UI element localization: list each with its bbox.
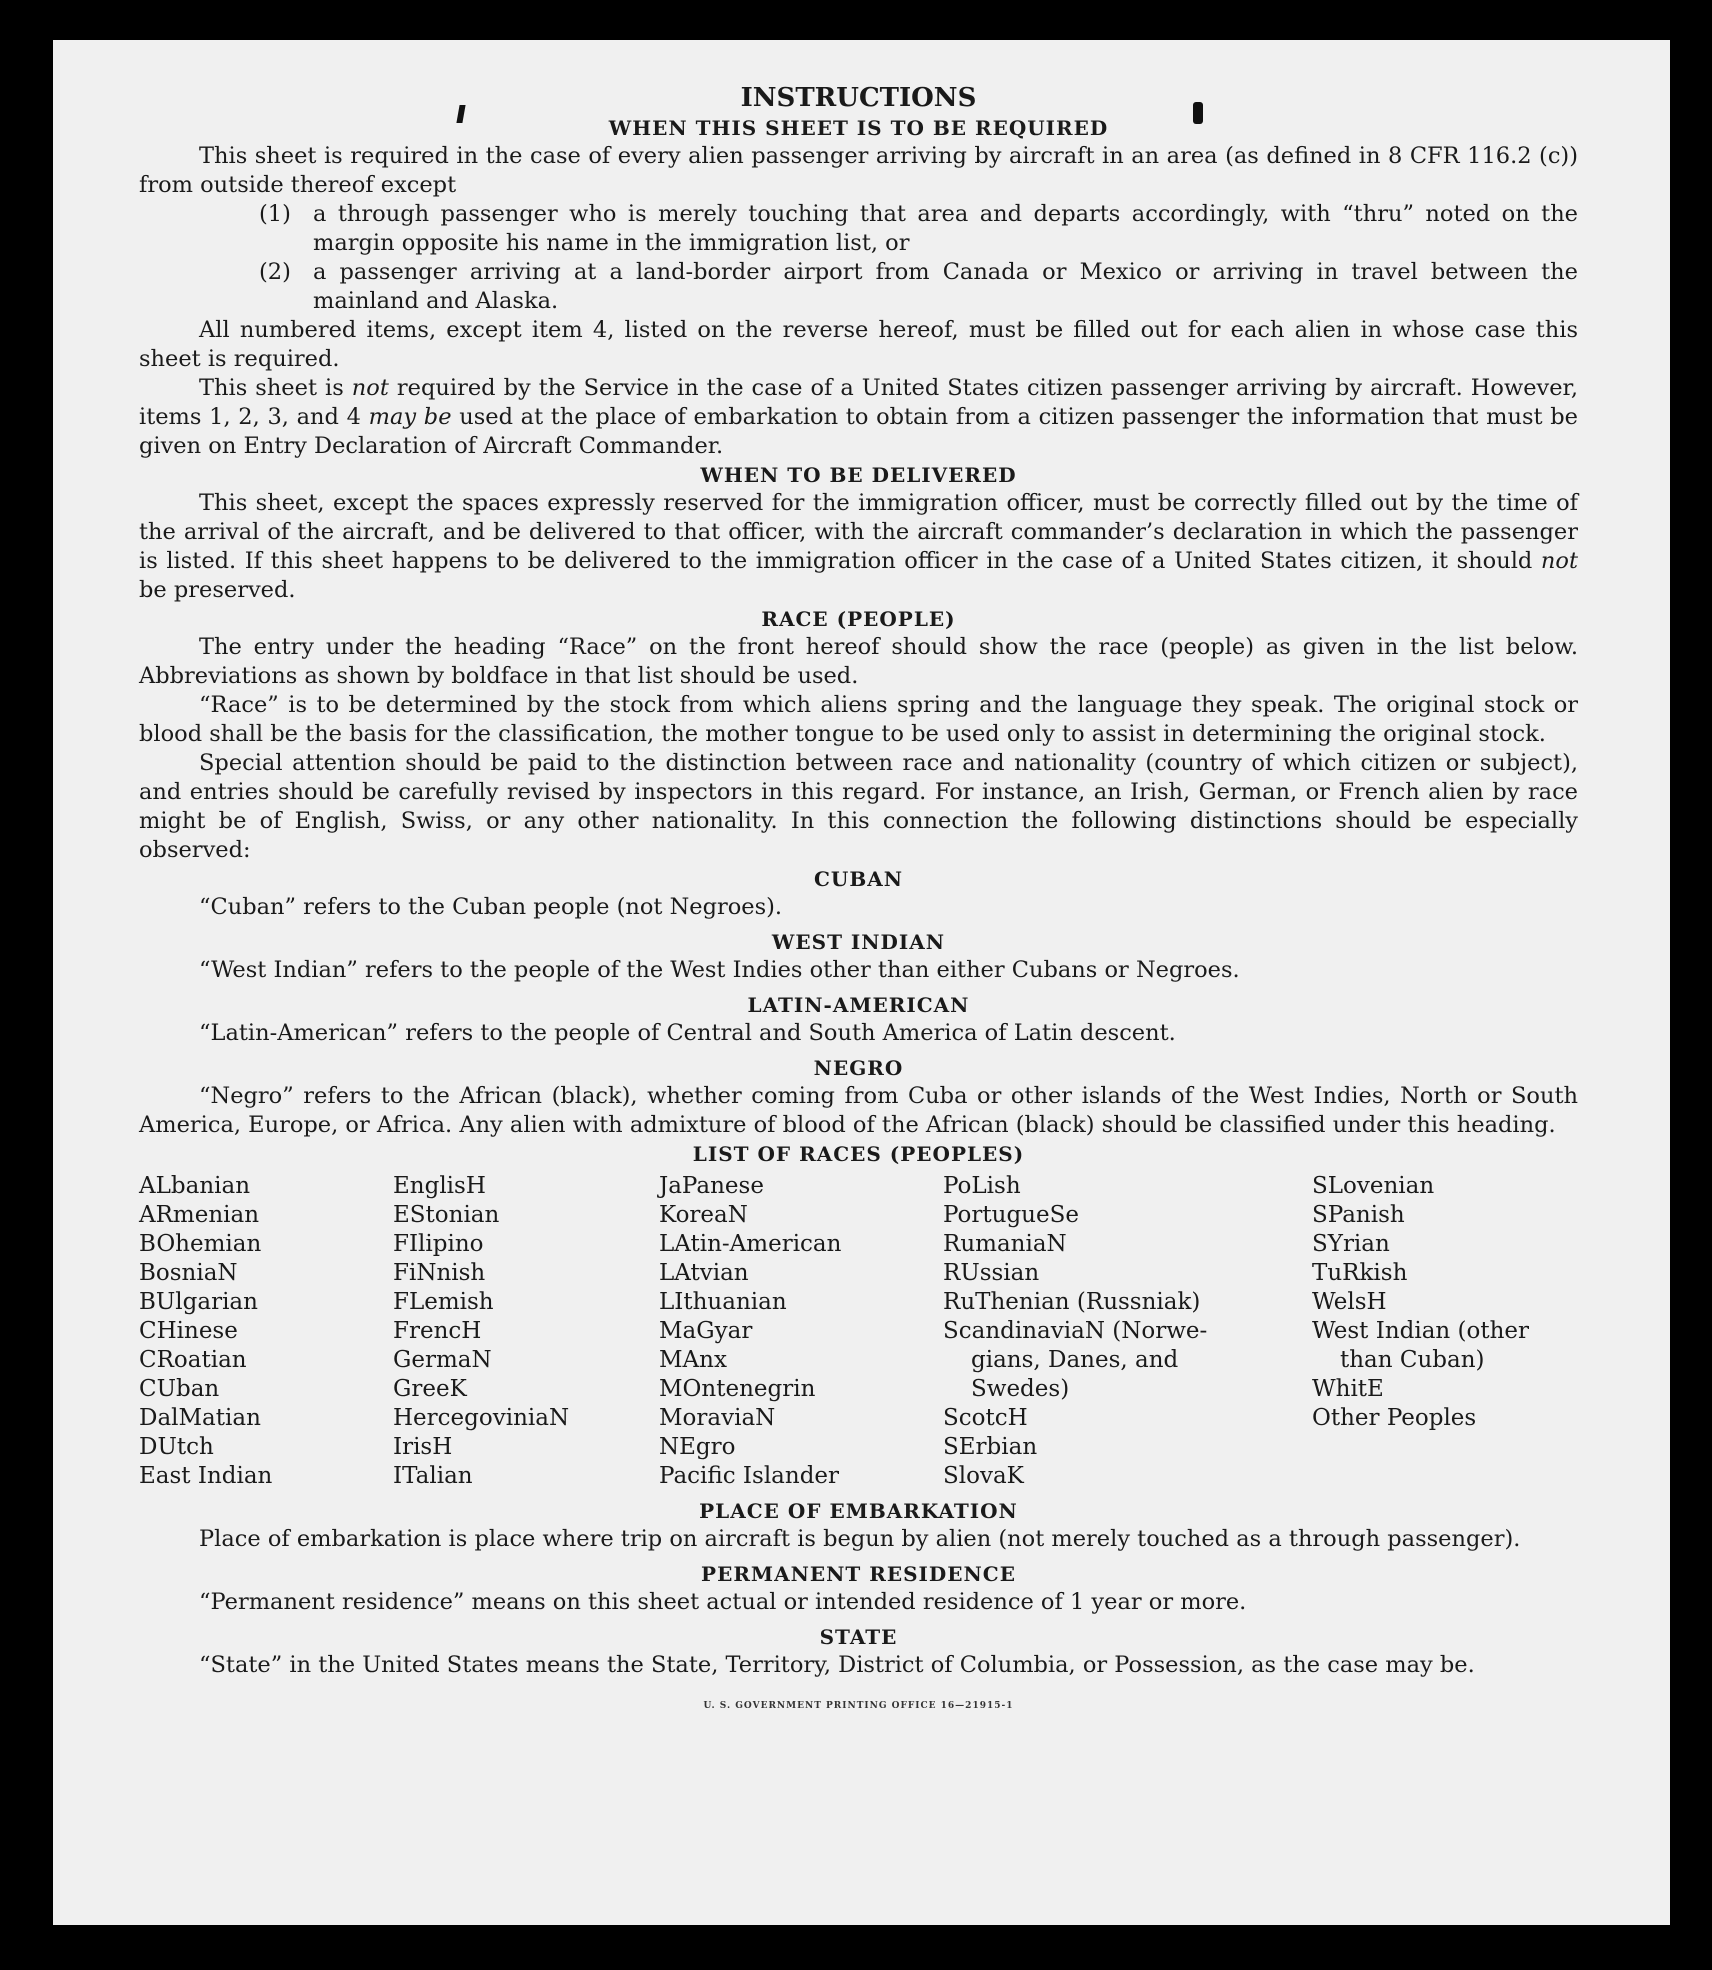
document-sheet <box>53 40 1670 1925</box>
race-list-item: SlovaK <box>943 1463 1024 1489</box>
heading-latin-american: LATIN-AMERICAN <box>747 993 970 1017</box>
exception-item-2 <box>139 258 1578 316</box>
race-list-item: WelsH <box>1312 1289 1387 1315</box>
race-list-item: MaGyar <box>659 1318 753 1344</box>
race-list-item: SLovenian <box>1312 1173 1435 1199</box>
race-list-item: RumaniaN <box>943 1231 1067 1257</box>
race-list-item: East Indian <box>139 1463 273 1489</box>
race-list-item: Swedes) <box>971 1376 1070 1402</box>
race-list-item: NEgro <box>659 1434 736 1460</box>
race-list-item: gians, Danes, and <box>971 1347 1179 1373</box>
text-run: required by the Service in the case of a United States citizen passenger arriving by aircraft. However, items 1, 2, 3, and 4 <box>139 375 1578 430</box>
citizen-paragraph <box>139 374 1578 461</box>
race-list-item: FrencH <box>393 1318 482 1344</box>
cuban-definition: “Cuban” refers to the Cuban people (not Negroes). <box>199 894 783 920</box>
race-list-item: EStonian <box>393 1202 500 1228</box>
printing-office-imprint: U. S. GOVERNMENT PRINTING OFFICE 16—21915-1 <box>703 1701 1014 1711</box>
race-list-item: MOntenegrin <box>659 1376 816 1402</box>
race-paragraph-1: The entry under the heading “Race” on the front hereof should show the race (people) as given in the list below. Abbreviations as shown by boldface in that list should be used. <box>139 634 1578 689</box>
race-list-item: West Indian (other <box>1312 1318 1530 1344</box>
race-column-2 <box>393 1172 659 1491</box>
item-text: a passenger arriving at a land-border airport from Canada or Mexico or arriving in travel between the mainland and Alaska. <box>313 259 1578 314</box>
race-list-item: FLemish <box>393 1289 494 1315</box>
race-list-item: JaPanese <box>659 1173 764 1199</box>
delivered-paragraph <box>139 489 1578 605</box>
race-list-item: GreeK <box>393 1376 467 1402</box>
text-run: This sheet is <box>199 375 352 401</box>
item-number: (2) <box>259 259 291 285</box>
heading-race: RACE (PEOPLE) <box>761 607 956 631</box>
race-list-item: ScandinaviaN (Norwe- <box>943 1318 1208 1344</box>
race-list-item: ITalian <box>393 1463 473 1489</box>
race-list-item: MAnx <box>659 1347 727 1373</box>
race-list-item: PortugueSe <box>943 1202 1079 1228</box>
race-list-item: HercegoviniaN <box>393 1405 570 1431</box>
heading-state: STATE <box>819 1625 898 1649</box>
heading-cuban: CUBAN <box>813 867 904 891</box>
text-run: be preserved. <box>139 577 296 603</box>
item-number: (1) <box>259 201 291 227</box>
race-paragraph-2: “Race” is to be determined by the stock from which aliens spring and the language they speak. The original stock or blood shall be the basis for the classification, the mother tongue to be used only to assist in determining the original stock. <box>139 692 1578 747</box>
heading-permanent-residence: PERMANENT RESIDENCE <box>701 1562 1016 1586</box>
race-list-item: IrisH <box>393 1434 453 1460</box>
text-run: used at the place of embarkation to obtain from a citizen passenger the information that must be given on Entry Declaration of Aircraft Commander. <box>139 404 1578 459</box>
race-paragraph-3: Special attention should be paid to the distinction between race and nationality (country of which citizen or subject), and entries should be carefully revised by inspectors in this regard. For instance, an Irish, German, or French alien by race might be of English, Swiss, or any other nationality. In this connection the following distinctions should be especially observed: <box>139 750 1578 863</box>
item-text: a through passenger who is merely touching that area and departs accordingly, with “thru” noted on the margin opposite his name in the immigration list, or <box>313 201 1578 256</box>
race-list-item: LAtin-American <box>659 1231 842 1257</box>
race-list-item: BOhemian <box>139 1231 262 1257</box>
race-list-item: FIlipino <box>393 1231 484 1257</box>
exception-item-1 <box>139 200 1578 258</box>
heading-west-indian: WEST INDIAN <box>771 930 946 954</box>
heading-when-required: WHEN THIS SHEET IS TO BE REQUIRED <box>608 116 1109 140</box>
text-run: not <box>351 375 389 401</box>
document-content <box>139 82 1578 1721</box>
heading-list-of-races: LIST OF RACES (PEOPLES) <box>692 1142 1025 1166</box>
race-list <box>139 1172 1578 1491</box>
west-indian-definition: “West Indian” refers to the people of the West Indies other than either Cubans or Negroes. <box>199 957 1240 983</box>
text-run: may be <box>368 404 452 430</box>
race-list-item: RuThenian (Russniak) <box>943 1289 1201 1315</box>
race-list-item: SPanish <box>1312 1202 1405 1228</box>
race-list-item: DUtch <box>139 1434 214 1460</box>
race-list-item: LIthuanian <box>659 1289 787 1315</box>
race-list-item: CUban <box>139 1376 220 1402</box>
state-definition: “State” in the United States means the State, Territory, District of Columbia, or Possession, as the case may be. <box>199 1652 1475 1678</box>
heading-when-delivered: WHEN TO BE DELIVERED <box>700 463 1017 487</box>
race-list-item: KoreaN <box>659 1202 748 1228</box>
race-list-item: TuRkish <box>1312 1260 1408 1286</box>
heading-negro: NEGRO <box>813 1056 904 1080</box>
page-title: INSTRUCTIONS <box>740 83 977 113</box>
race-list-item: than Cuban) <box>1340 1347 1485 1373</box>
race-list-item: LAtvian <box>659 1260 749 1286</box>
race-list-item: SErbian <box>943 1434 1038 1460</box>
race-list-item: BUlgarian <box>139 1289 258 1315</box>
race-list-item: WhitE <box>1312 1376 1384 1402</box>
race-list-item: ScotcH <box>943 1405 1028 1431</box>
numbered-items-paragraph: All numbered items, except item 4, listed on the reverse hereof, must be filled out for each alien in whose case this sheet is required. <box>139 317 1578 372</box>
race-list-item: MoraviaN <box>659 1405 776 1431</box>
required-intro: This sheet is required in the case of every alien passenger arriving by aircraft in an area (as defined in 8 CFR 116.2 (c)) from outside thereof except <box>139 143 1578 198</box>
latin-american-definition: “Latin-American” refers to the people of Central and South America of Latin descent. <box>199 1020 1176 1046</box>
race-list-item: ARmenian <box>139 1202 260 1228</box>
race-column-5 <box>1312 1172 1578 1491</box>
negro-definition: “Negro” refers to the African (black), whether coming from Cuba or other islands of the West Indies, North or South America, Europe, or Africa. Any alien with admixture of blood of the African (black) should be classified under this heading. <box>139 1083 1578 1138</box>
race-list-item: EnglisH <box>393 1173 486 1199</box>
race-list-item: Other Peoples <box>1312 1405 1477 1431</box>
race-list-item: DalMatian <box>139 1405 261 1431</box>
race-list-item: GermaN <box>393 1347 492 1373</box>
race-list-item: CRoatian <box>139 1347 247 1373</box>
heading-place-of-embarkation: PLACE OF EMBARKATION <box>699 1499 1018 1523</box>
race-list-item: BosniaN <box>139 1260 238 1286</box>
race-column-1 <box>139 1172 393 1491</box>
text-run: not <box>1540 548 1578 574</box>
race-list-item: ALbanian <box>139 1173 251 1199</box>
race-list-item: PoLish <box>943 1173 1021 1199</box>
residence-definition: “Permanent residence” means on this sheet actual or intended residence of 1 year or more. <box>199 1589 1247 1615</box>
embarkation-definition: Place of embarkation is place where trip on aircraft is begun by alien (not merely touched as a through passenger). <box>199 1526 1521 1552</box>
race-list-item: Pacific Islander <box>659 1463 840 1489</box>
race-list-item: SYrian <box>1312 1231 1390 1257</box>
race-list-item: RUssian <box>943 1260 1040 1286</box>
race-column-4 <box>943 1172 1312 1491</box>
race-list-item: FiNnish <box>393 1260 486 1286</box>
race-column-3 <box>659 1172 943 1491</box>
race-list-item: CHinese <box>139 1318 238 1344</box>
text-run: This sheet, except the spaces expressly reserved for the immigration officer, must be correctly filled out by the time of the arrival of the aircraft, and be delivered to that officer, with the aircraft commander’s declaration in which the passenger is listed. If this sheet happens to be delivered to the immigration officer in the case of a United States citizen, it should <box>139 490 1578 574</box>
